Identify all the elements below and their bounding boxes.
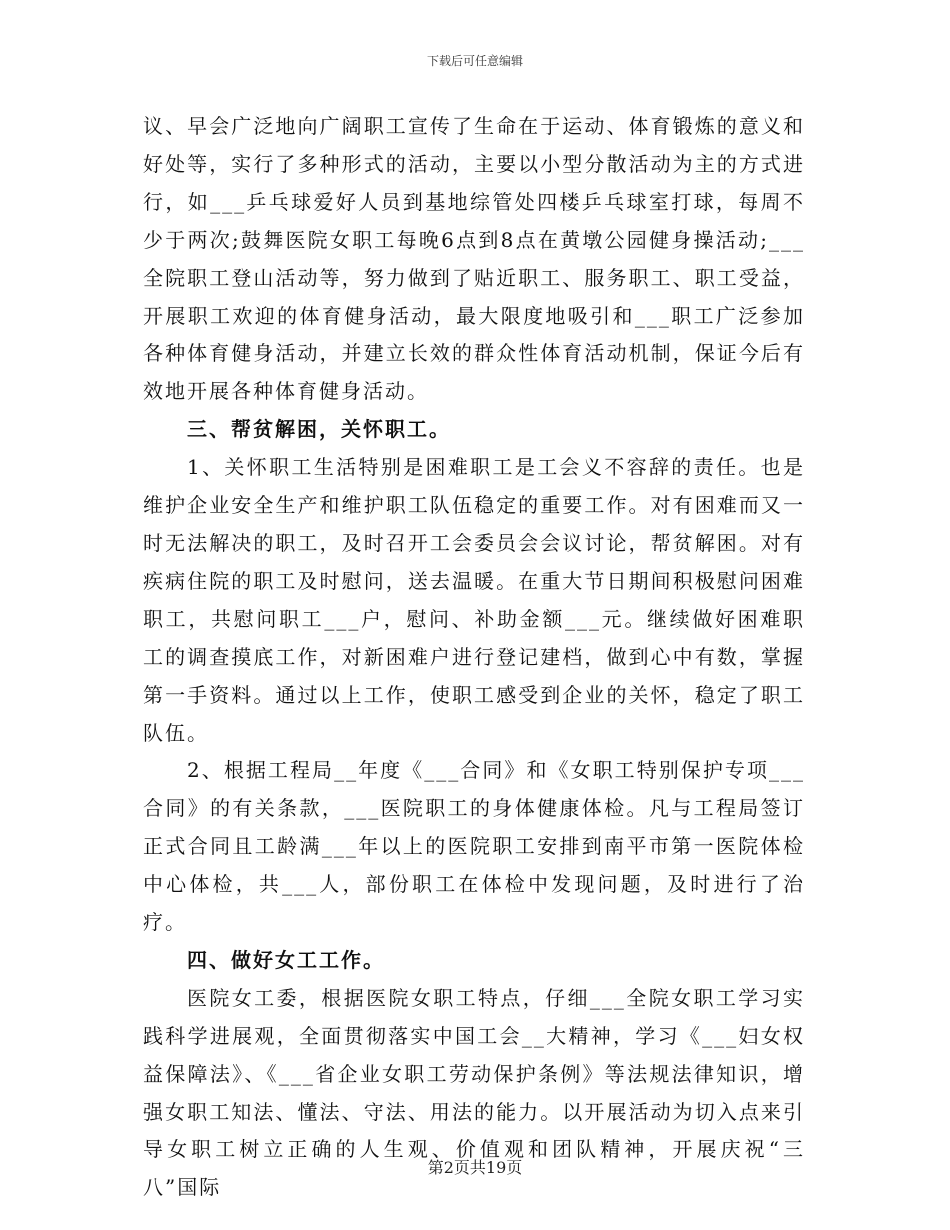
section-heading: 四、做好女工工作。 [187, 947, 385, 972]
body-paragraph: 1、关怀职工生活特别是困难职工是工会义不容辞的责任。也是维护企业安全生产和维护职工队伍稳定的重要工作。对有困难而又一时无法解决的职工，及时召开工会委员会会议讨论，帮贫解困。对有疾病住院的职工及时慰问，送去温暖。在重大节日期间积极慰问困难职工，共慰问职工___户，慰问、补助金额___元。继续做好困难职工的调查摸底工作，对新困难户进行登记建档，做到心中有数，掌握第一手资料。通过以上工作，使职工感受到企业的关怀，稳定了职工队伍。 [143, 455, 805, 745]
body-paragraph: 议、早会广泛地向广阔职工宣传了生命在于运动、体育锻炼的意义和好处等，实行了多种形式的活动，主要以小型分散活动为主的方式进行，如___乒乓球爱好人员到基地综管处四楼乒乓球室打球，每周不少于两次;鼓舞医院女职工每晚6点到8点在黄墩公园健身操活动;___全院职工登山活动等，努力做到了贴近职工、服务职工、职工受益，开展职工欢迎的体育健身活动，最大限度地吸引和___职工广泛参加各种体育健身活动，并建立长效的群众性体育活动机制，保证今后有效地开展各种体育健身活动。 [143, 114, 805, 404]
section-heading: 三、帮贫解困，关怀职工。 [187, 417, 451, 442]
page-header-note: 下载后可任意编辑 [426, 54, 523, 68]
body-paragraph: 2、根据工程局__年度《___合同》和《女职工特别保护专项___合同》的有关条款，___医院职工的身体健康体检。凡与工程局签订正式合同且工龄满___年以上的医院职工安排到南平市第一医院体检中心体检，共___人，部份职工在体检中发现问题，及时进行了治疗。 [143, 758, 805, 935]
document-body [143, 108, 805, 1207]
body-paragraph: 医院女工委，根据医院女职工特点，仔细___全院女职工学习实践科学进展观，全面贯彻落实中国工会__大精神，学习《___妇女权益保障法》、《___省企业女职工劳动保护条例》等法规法律知识，增强女职工知法、懂法、守法、用法的能力。以开展活动为切入点来引导女职工树立正确的人生观、价值观和团队精神，开展庆祝“三八”国际 [143, 985, 805, 1200]
page-number-footer: 第2页共19页 [427, 1158, 523, 1177]
